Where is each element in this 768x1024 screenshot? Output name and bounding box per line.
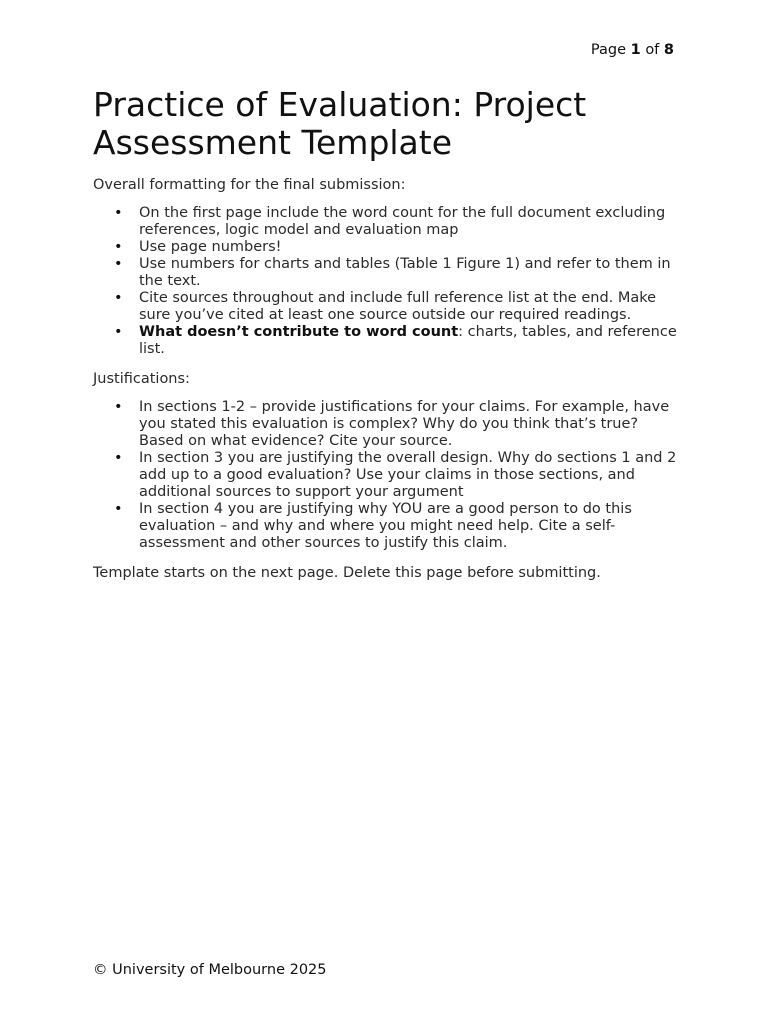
page-number [591, 42, 674, 58]
list-item [93, 399, 683, 450]
bullet-icon: • [114, 501, 123, 517]
list-item-text: In sections 1-2 – provide justifications for your claims. For example, have you stated this evaluation is complex? Why do you think that’s true? Based on what evidence? Cite your source. [139, 399, 670, 449]
list-item [93, 450, 683, 501]
formatting-intro: Overall formatting for the final submission: [93, 177, 406, 193]
bullet-icon: • [114, 239, 123, 255]
bullet-icon: • [114, 290, 123, 306]
list-item-text: Use numbers for charts and tables (Table 1 Figure 1) and refer to them in the text. [139, 256, 671, 289]
list-item [93, 256, 683, 290]
document-body [93, 86, 683, 582]
closing-note: Template starts on the next page. Delete this page before submitting. [93, 565, 601, 581]
justifications-intro: Justifications: [93, 371, 190, 387]
list-item-text: In section 4 you are justifying why YOU are a good person to do this evaluation – and why and where you might need help. Cite a self-assessment and other sources to justify this claim. [139, 501, 632, 551]
list-item-text: Use page numbers! [139, 239, 282, 255]
list-item [93, 290, 683, 324]
list-item [93, 205, 683, 239]
list-item-text: Cite sources throughout and include full reference list at the end. Make sure you’ve cited at least one source outside our required readings. [139, 290, 657, 323]
bullet-icon: • [114, 205, 123, 221]
copyright-footer: © University of Melbourne 2025 [93, 962, 327, 978]
bullet-icon: • [114, 324, 123, 340]
current-page-number: 1 [630, 42, 641, 58]
list-item-text: : charts, tables, and reference list. [139, 324, 677, 357]
list-item-text: On the first page include the word count for the full document excluding references, logic model and evaluation map [139, 205, 666, 238]
list-item [93, 501, 683, 552]
total-pages-number: 8 [663, 42, 674, 58]
list-item [93, 324, 683, 358]
bullet-icon: • [114, 399, 123, 415]
document-title: Practice of Evaluation: Project Assessment Template [93, 85, 587, 162]
list-item-text: In section 3 you are justifying the overall design. Why do sections 1 and 2 add up to a good evaluation? Use your claims in those sections, and additional sources to support your argument [139, 450, 677, 500]
bullet-icon: • [114, 256, 123, 272]
justifications-list [93, 399, 683, 552]
bullet-icon: • [114, 450, 123, 466]
list-item-bold-lead: What doesn’t contribute to word count [139, 324, 459, 340]
of-label: of [645, 42, 660, 58]
list-item [93, 239, 683, 256]
page-label: Page [590, 42, 626, 58]
formatting-list [93, 205, 683, 358]
